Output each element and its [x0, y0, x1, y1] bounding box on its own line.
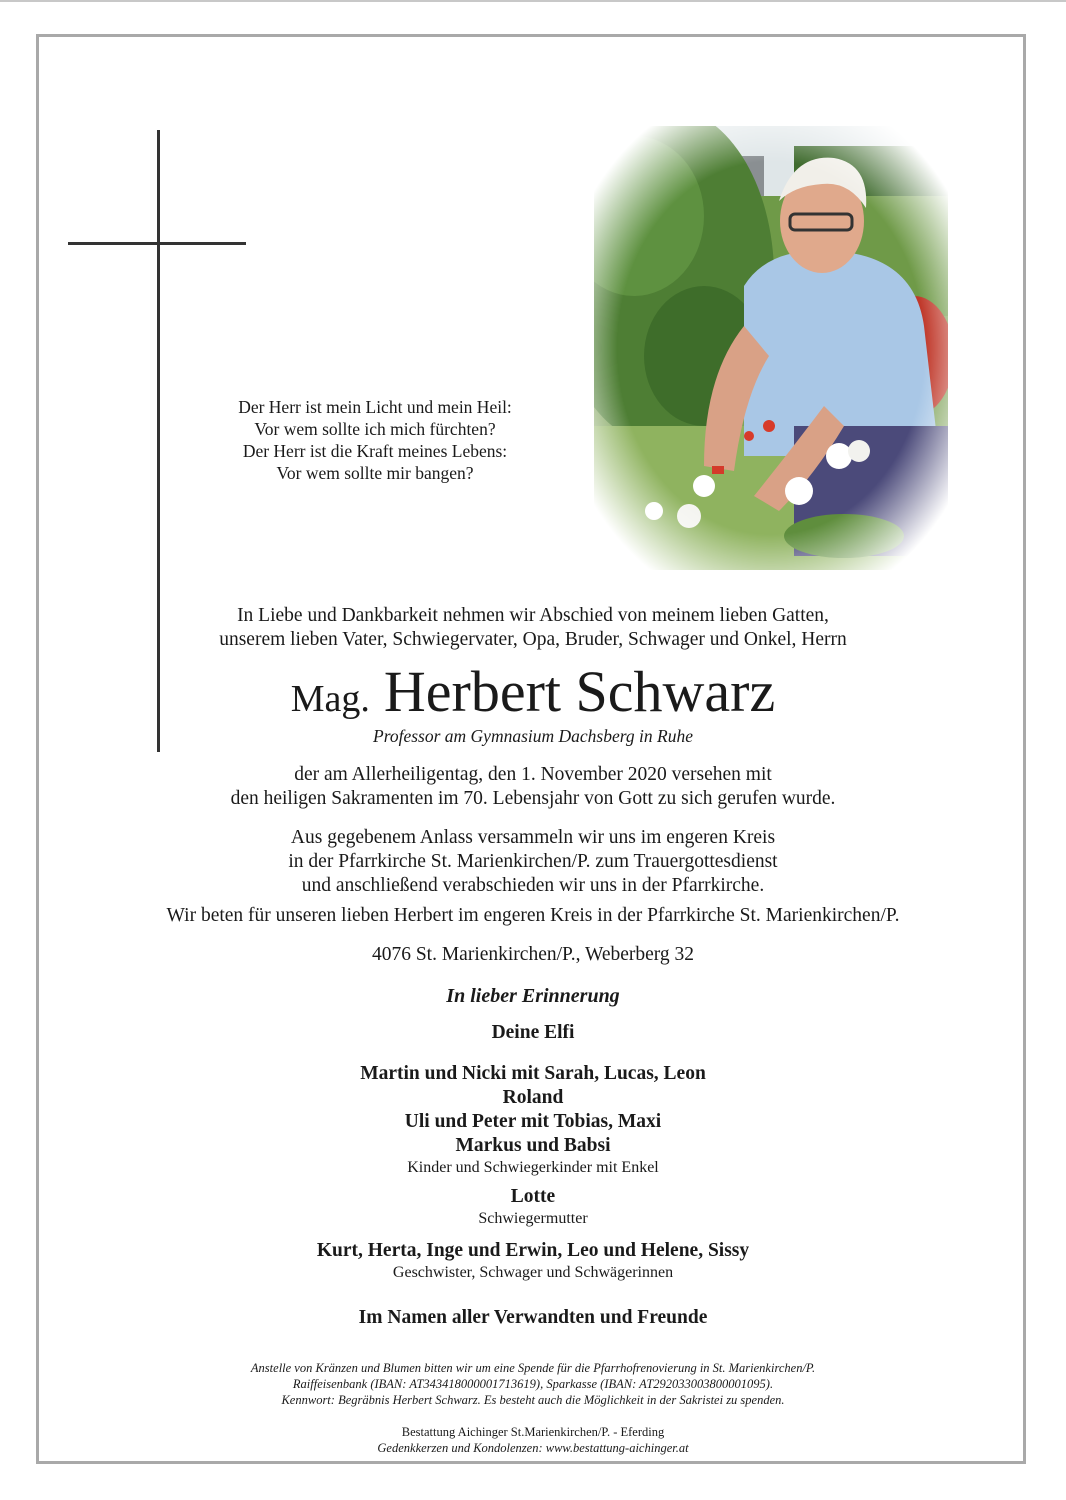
closing-line: Im Namen aller Verwandten und Freunde [358, 1307, 708, 1328]
donation-note [0, 1360, 1066, 1408]
donation-line: Kennwort: Begräbnis Herbert Schwarz. Es besteht auch die Möglichkeit in der Sakristei zu spenden. [281, 1393, 785, 1407]
deceased-profession: Professor am Gymnasium Dachsberg in Ruhe [373, 726, 693, 746]
deceased-name: Herbert Schwarz [383, 659, 776, 724]
gathering-line: in der Pfarrkirche St. Marienkirchen/P. zum Trauergottesdienst [288, 851, 778, 872]
cross-icon-bar [68, 242, 246, 245]
portrait-photo [594, 126, 948, 570]
death-text [0, 763, 1066, 811]
child-family: Roland [502, 1087, 564, 1108]
memory-heading: In lieber Erinnerung [446, 985, 620, 1007]
address: 4076 St. Marienkirchen/P., Weberberg 32 [371, 944, 695, 965]
mother-in-law-caption: Schwiegermutter [478, 1210, 588, 1227]
undertaker-info [0, 1424, 1066, 1456]
death-line: der am Allerheiligentag, den 1. November 2020 versehen mit [294, 764, 772, 785]
mourner-siblings-block [0, 1239, 1066, 1283]
mourner-wife: Deine Elfi [491, 1022, 575, 1043]
intro-text [0, 604, 1066, 652]
intro-line: In Liebe und Dankbarkeit nehmen wir Abschied von meinem lieben Gatten, [237, 605, 829, 626]
death-line: den heiligen Sakramenten im 70. Lebensjahr von Gott zu sich gerufen wurde. [230, 788, 836, 809]
psalm-line: Der Herr ist die Kraft meines Lebens: [242, 441, 508, 461]
psalm-line: Der Herr ist mein Licht und mein Heil: [238, 397, 512, 417]
undertaker-name: Bestattung Aichinger St.Marienkirchen/P. - Eferding [401, 1425, 665, 1439]
mourner-mother-in-law-block [0, 1185, 1066, 1229]
prayer-text: Wir beten für unseren lieben Herbert im engeren Kreis in der Pfarrkirche St. Marienkirchen/P. [166, 905, 900, 926]
deceased-name-row [0, 658, 1066, 733]
child-family: Martin und Nicki mit Sarah, Lucas, Leon [360, 1063, 706, 1084]
psalm-quote [200, 396, 550, 484]
mourner-mother-in-law: Lotte [510, 1186, 556, 1207]
psalm-line: Vor wem sollte mir bangen? [276, 463, 474, 483]
psalm-line: Vor wem sollte ich mich fürchten? [254, 419, 496, 439]
intro-line: unserem lieben Vater, Schwiegervater, Opa, Bruder, Schwager und Onkel, Herrn [219, 629, 847, 650]
siblings-caption: Geschwister, Schwager und Schwägerinnen [392, 1264, 674, 1281]
top-rule [0, 0, 1066, 2]
donation-line: Anstelle von Kränzen und Blumen bitten wir um eine Spende für die Pfarrhofrenovierung in St. Marienkirchen/P. [250, 1361, 816, 1375]
gathering-line: und anschließend verabschieden wir uns in der Pfarrkirche. [301, 875, 765, 896]
gathering-line: Aus gegebenem Anlass versammeln wir uns im engeren Kreis [290, 827, 776, 848]
children-caption: Kinder und Schwiegerkinder mit Enkel [407, 1159, 659, 1176]
academic-title: Mag. [290, 678, 370, 720]
mourner-children [0, 1062, 1066, 1178]
child-family: Uli und Peter mit Tobias, Maxi [404, 1111, 662, 1132]
mourner-siblings: Kurt, Herta, Inge und Erwin, Leo und Helene, Sissy [316, 1240, 750, 1261]
gathering-text [0, 826, 1066, 898]
donation-line: Raiffeisenbank (IBAN: AT343418000001713619), Sparkasse (IBAN: AT292033003800001095). [292, 1377, 774, 1391]
child-family: Markus und Babsi [455, 1135, 611, 1156]
undertaker-website: Gedenkkerzen und Kondolenzen: www.bestattung-aichinger.at [377, 1441, 689, 1455]
